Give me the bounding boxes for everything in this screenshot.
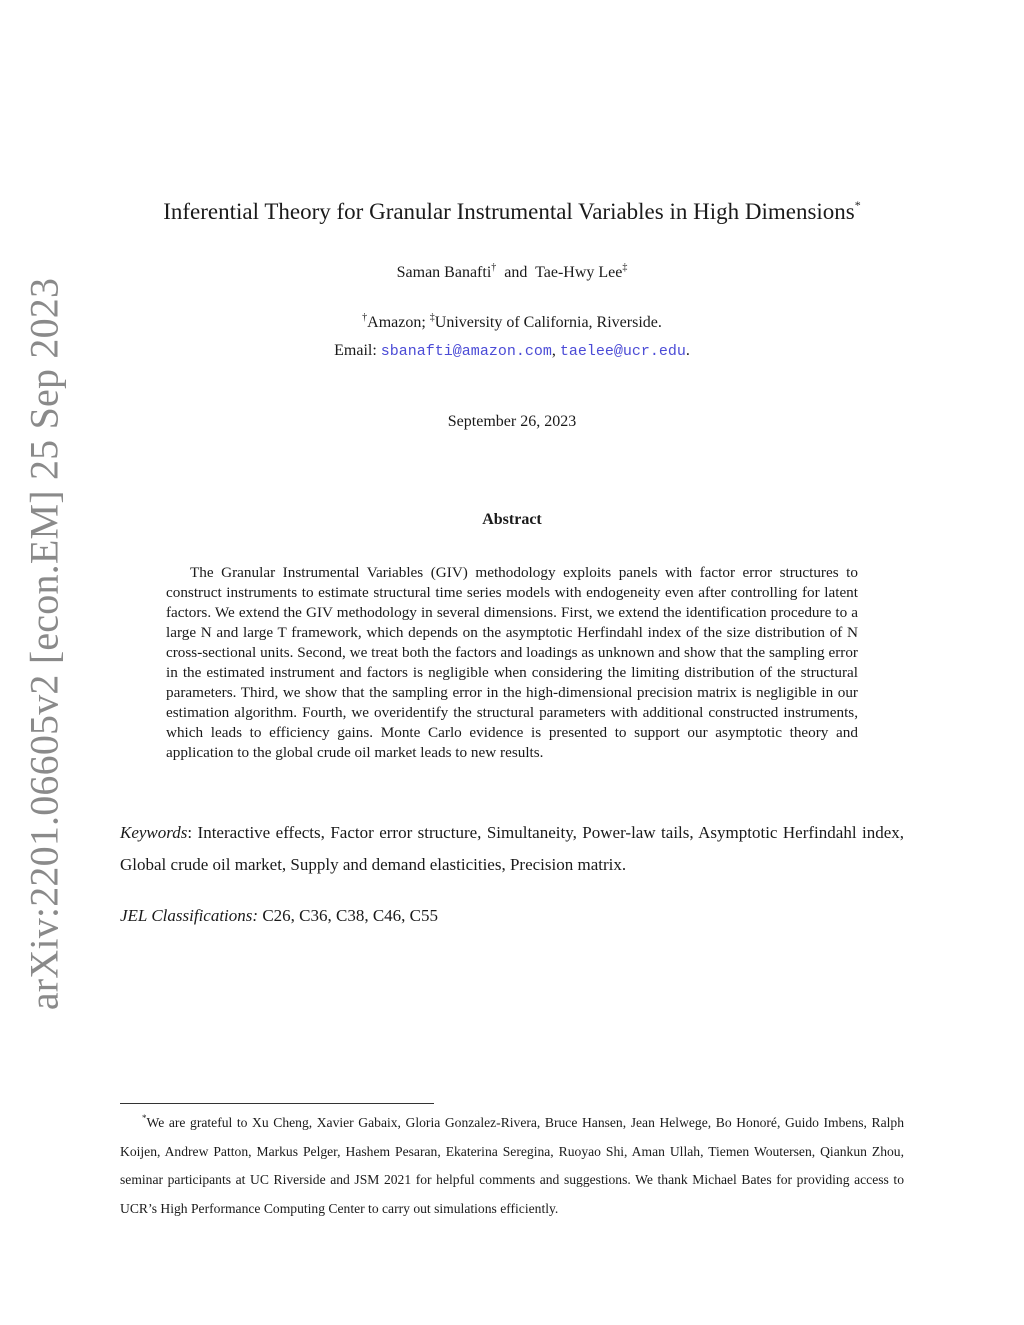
arxiv-side-stamp: arXiv:2201.06605v2 [econ.EM] 25 Sep 2023 — [21, 277, 67, 1011]
email-line: Email: sbanafti@amazon.com, taelee@ucr.edu. — [334, 342, 690, 360]
author-name: Tae-Hwy Lee — [535, 264, 623, 281]
email-label: Email: — [334, 342, 377, 359]
email-link[interactable]: taelee@ucr.edu — [559, 343, 686, 360]
affiliation-amazon: Amazon; — [367, 314, 426, 331]
footnote-mark: * — [142, 1113, 147, 1123]
paper-title — [0, 198, 1024, 225]
title-text: Inferential Theory for Granular Instrumental Variables in High Dimensions — [163, 199, 855, 224]
email-link[interactable]: sbanafti@amazon.com — [380, 343, 552, 360]
jel-codes: C26, C36, C38, C46, C55 — [262, 906, 439, 925]
keywords: Keywords: Interactive effects, Factor error structure, Simultaneity, Power-law tails, Asymptotic Herfindahl index, Global crude oil market, Supply and demand elasticities, Precision matrix. — [120, 823, 904, 874]
author-affiliation-mark: ‡ — [622, 262, 628, 273]
author-name: Saman Banafti — [396, 264, 492, 281]
affiliations — [0, 312, 1024, 332]
jel-classifications — [120, 906, 438, 926]
title-footnote-mark: * — [854, 198, 861, 212]
abstract-heading: Abstract — [482, 511, 542, 528]
paper-date: September 26, 2023 — [447, 413, 577, 430]
keywords-label: Keywords — [120, 823, 188, 842]
author-joiner: and — [504, 264, 528, 281]
affiliation-ucr: University of California, Riverside. — [434, 314, 662, 331]
affiliation-mark: ‡ — [429, 312, 435, 323]
jel-label: JEL Classifications: — [120, 906, 259, 925]
author-list — [0, 262, 1024, 282]
author-affiliation-mark: † — [491, 262, 497, 273]
keywords-text: Interactive effects, Factor error structure, Simultaneity, Power-law tails, Asymptotic Herfindahl index, Global crude oil market, Supply and demand elasticities, Precision matrix. — [120, 823, 904, 874]
footnote — [120, 1104, 904, 1223]
footnote-text: We are grateful to Xu Cheng, Xavier Gabaix, Gloria Gonzalez-Rivera, Bruce Hansen, Jean Helwege, Bo Honoré, Guido Imbens, Ralph Koijen, Andrew Patton, Markus Pelger, Hashem Pesaran, Ekaterina Seregina, Ruoyao Shi, Aman Ullah, Tiemen Woutersen, Qiankun Zhou, seminar participants at UC Riverside and JSM 2021 for helpful comments and suggestions. We thank Michael Bates for providing access to UCR’s High Performance Computing Center to carry out simulations efficiently. — [120, 1115, 904, 1216]
abstract-body: The Granular Instrumental Variables (GIV) methodology exploits panels with factor error structures to construct instruments to estimate structural time series models with endogeneity even after controlling for latent factors. We extend the GIV methodology in several dimensions. First, we extend the identification procedure to a large N and large T framework, which depends on the asymptotic Herfindahl index of the size distribution of N cross-sectional units. Second, we treat both the factors and loadings as unknown and show that the sampling error in the estimated instrument and factors is negligible when considering the limiting distribution of the structural parameters. Third, we show that the sampling error in the high-dimensional precision matrix is negligible in our estimation algorithm. Fourth, we overidentify the structural parameters with additional constructed instruments, which leads to efficiency gains. Monte Carlo evidence is presented to support our asymptotic theory and application to the global crude oil market leads to new results. — [166, 564, 858, 761]
affiliation-mark: † — [362, 312, 368, 323]
